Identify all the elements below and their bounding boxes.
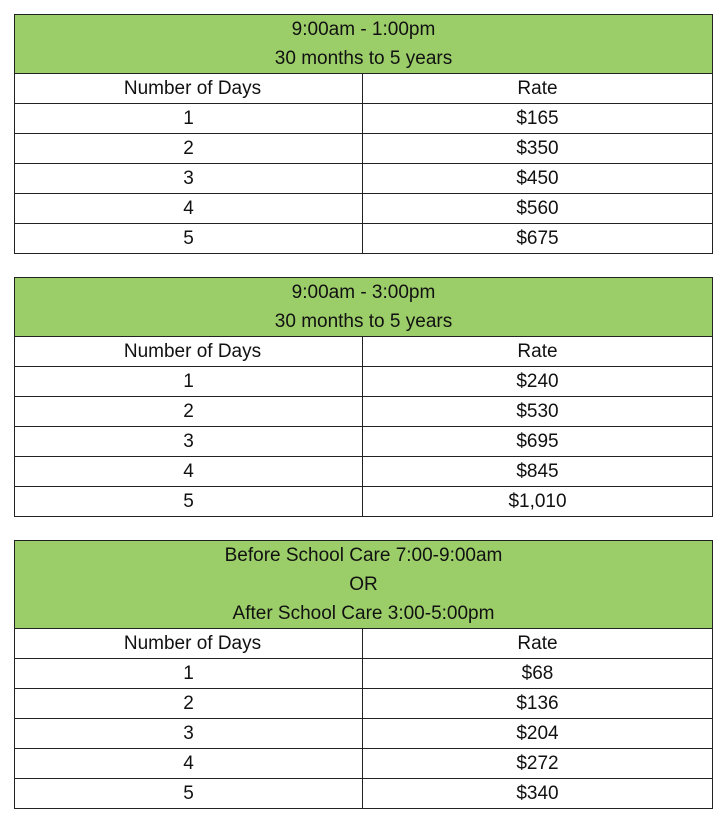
- column-header-rate: Rate: [363, 629, 713, 659]
- table-row: [15, 367, 713, 397]
- days-cell: 3: [15, 427, 363, 457]
- rate-cell: $136: [363, 689, 713, 719]
- table-title: [15, 278, 713, 337]
- rate-cell: $450: [363, 164, 713, 194]
- rate-cell: $272: [363, 749, 713, 779]
- rate-cell: $165: [363, 104, 713, 134]
- table-row: [15, 487, 713, 517]
- rate-cell: $350: [363, 134, 713, 164]
- table-title: [15, 15, 713, 74]
- days-cell: 4: [15, 457, 363, 487]
- days-cell: 5: [15, 779, 363, 809]
- days-cell: 4: [15, 749, 363, 779]
- column-header-rate: Rate: [363, 337, 713, 367]
- table-row: [15, 427, 713, 457]
- rate-cell: $240: [363, 367, 713, 397]
- rate-cell: $204: [363, 719, 713, 749]
- column-header-row: [15, 74, 713, 104]
- rate-cell: $695: [363, 427, 713, 457]
- column-header-days: Number of Days: [15, 74, 363, 104]
- days-cell: 2: [15, 689, 363, 719]
- or-separator: OR: [349, 574, 378, 595]
- schedule-hours: 9:00am - 3:00pm: [291, 282, 436, 303]
- rate-cell: $845: [363, 457, 713, 487]
- days-cell: 4: [15, 194, 363, 224]
- column-header-days: Number of Days: [15, 629, 363, 659]
- before-care-hours: Before School Care 7:00-9:00am: [224, 545, 503, 566]
- table-header-row: [15, 541, 713, 629]
- days-cell: 5: [15, 224, 363, 254]
- column-header-rate: Rate: [363, 74, 713, 104]
- after-care-hours: After School Care 3:00-5:00pm: [232, 603, 495, 624]
- rate-table-half-day: [14, 14, 713, 254]
- days-cell: 3: [15, 719, 363, 749]
- rate-table-full-day: [14, 277, 713, 517]
- table-row: [15, 749, 713, 779]
- days-cell: 1: [15, 659, 363, 689]
- table-row: [15, 104, 713, 134]
- rate-cell: $340: [363, 779, 713, 809]
- age-range: 30 months to 5 years: [274, 311, 453, 332]
- table-row: [15, 134, 713, 164]
- schedule-hours: 9:00am - 1:00pm: [291, 19, 436, 40]
- table-header-row: [15, 15, 713, 74]
- table-row: [15, 779, 713, 809]
- column-header-row: [15, 629, 713, 659]
- table-row: [15, 689, 713, 719]
- days-cell: 5: [15, 487, 363, 517]
- rate-cell: $1,010: [363, 487, 713, 517]
- table-row: [15, 224, 713, 254]
- days-cell: 3: [15, 164, 363, 194]
- table-row: [15, 194, 713, 224]
- rate-cell: $560: [363, 194, 713, 224]
- table-title: [15, 541, 713, 629]
- days-cell: 2: [15, 397, 363, 427]
- table-row: [15, 397, 713, 427]
- age-range: 30 months to 5 years: [274, 48, 453, 69]
- table-row: [15, 659, 713, 689]
- column-header-days: Number of Days: [15, 337, 363, 367]
- rate-cell: $530: [363, 397, 713, 427]
- days-cell: 2: [15, 134, 363, 164]
- column-header-row: [15, 337, 713, 367]
- rate-cell: $675: [363, 224, 713, 254]
- table-row: [15, 457, 713, 487]
- table-header-row: [15, 278, 713, 337]
- rate-table-before-after-care: [14, 540, 713, 809]
- table-row: [15, 164, 713, 194]
- days-cell: 1: [15, 367, 363, 397]
- days-cell: 1: [15, 104, 363, 134]
- rate-cell: $68: [363, 659, 713, 689]
- table-row: [15, 719, 713, 749]
